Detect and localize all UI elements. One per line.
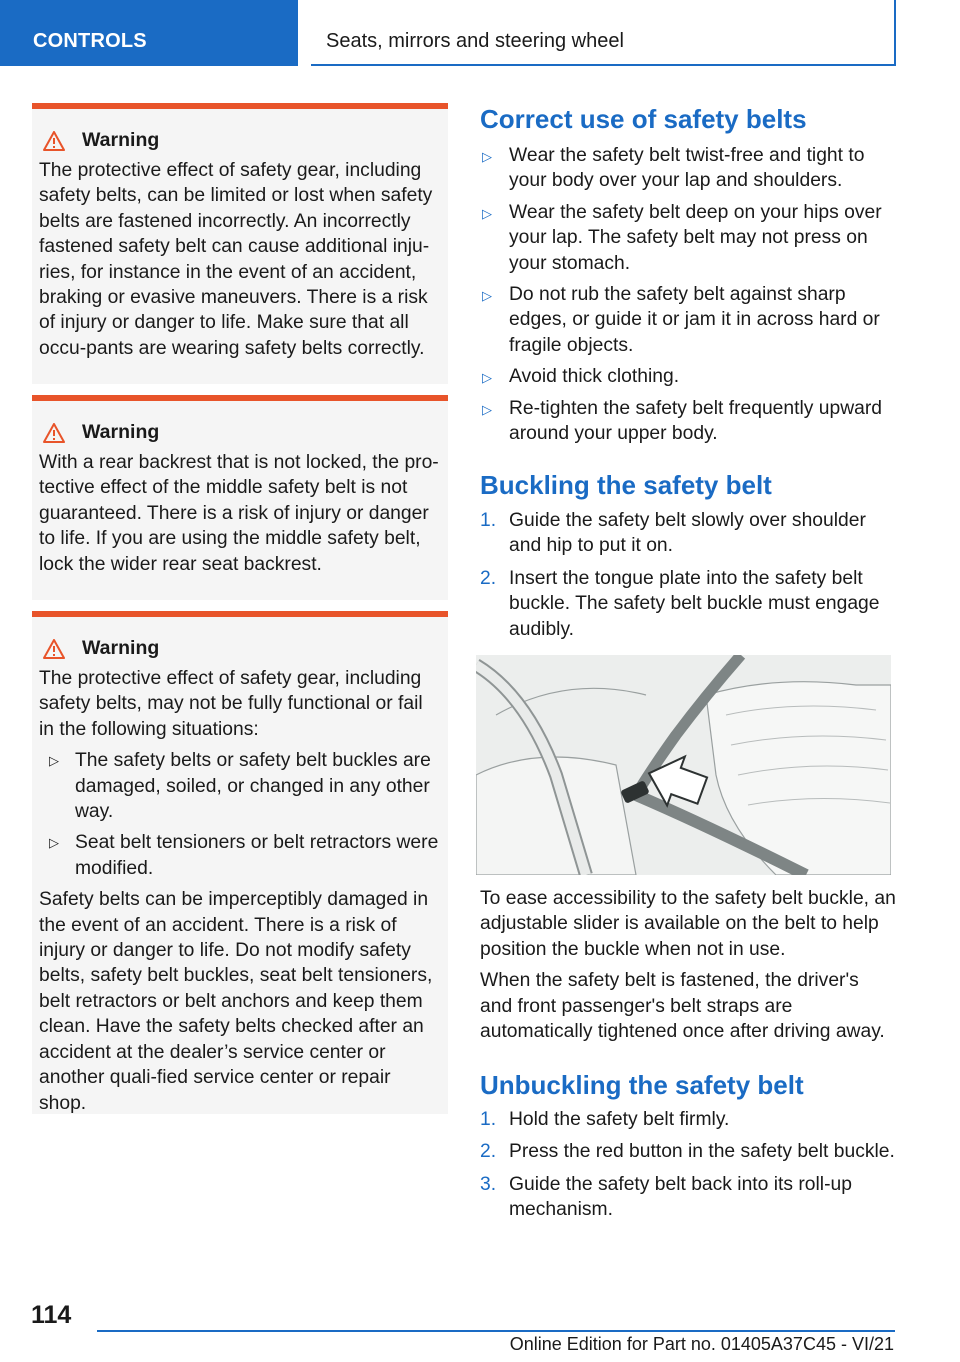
warning-box-2 (32, 395, 448, 600)
section-heading: Buckling the safety belt (480, 470, 772, 500)
warning-triangle-icon (43, 423, 65, 443)
triangle-right-icon: ▷ (482, 401, 492, 417)
list-item: ▷ Wear the safety belt twist-free and tight to your body over your lap and shoulders. (482, 145, 865, 192)
warning-triangle-icon (43, 639, 65, 659)
seat-belt-buckle-illustration (476, 655, 891, 875)
warning-text: With a rear backrest that is not locked, the pro-tective effect of the middle safety belt is not guaranteed. There is a risk of injury or danger to life. If you are using the middle safety belt, lock the wider rear seat backrest. (39, 452, 439, 575)
triangle-right-icon: ▷ (482, 149, 492, 164)
warning-triangle-icon (43, 131, 65, 151)
page-number: 114 (31, 1301, 72, 1329)
buckling-steps (480, 508, 900, 642)
buckling-section (480, 470, 900, 649)
chapter-tab (311, 0, 896, 66)
warning-title: Warning (39, 129, 440, 152)
list-item: ▷ Seat belt tensioners or belt retractors were modified. (49, 832, 439, 879)
triangle-right-icon: ▷ (482, 370, 492, 386)
warning-box-1 (32, 103, 448, 384)
unbuckling-steps (480, 1107, 900, 1223)
section-title: CONTROLS (33, 30, 147, 52)
section-tab (0, 0, 298, 66)
triangle-right-icon: ▷ (482, 288, 492, 304)
list-item: 3. Guide the safety belt back into its roll-up mechanism. (480, 1173, 852, 1221)
list-item: ▷ Avoid thick clothing. (480, 364, 900, 389)
warning-title: Warning (39, 637, 440, 660)
list-item: ▷ The safety belts or safety belt buckles are damaged, soiled, or changed in any other way. (49, 750, 431, 823)
correct-use-list (480, 143, 900, 446)
edition-footer: Online Edition for Part no. 01405A37C45 - VI/21 (509, 1334, 894, 1354)
warning-list (39, 748, 440, 881)
chapter-title: Seats, mirrors and steering wheel (326, 30, 624, 52)
footer-divider (97, 1330, 895, 1332)
list-item: ▷ Re-tighten the safety belt frequently upward around your upper body. (482, 397, 882, 445)
list-item: 2. Insert the tongue plate into the safety belt buckle. The safety belt buckle must engage audibly. (480, 567, 880, 640)
warning-box-3 (32, 611, 448, 1114)
warning-title: Warning (39, 421, 440, 444)
section-heading: Correct use of safety belts (480, 104, 807, 134)
warning-outro: Safety belts can be imperceptibly damaged in the event of an accident. There is a risk of injury or danger to life. Do not modify safety belts, safety belt buckles, seat belt tensioners, belt retractors or belt anchors and keep them clean. Have the safety belts checked after an accident at the dealer’s service center or another quali-fied service center or repair shop. (39, 889, 433, 1114)
paragraph: When the safety belt is fastened, the driver's and front passenger's belt straps are automatically tightened once after driving away. (480, 970, 885, 1043)
illustration-svg (476, 655, 891, 875)
correct-use-section (480, 104, 900, 452)
triangle-right-icon: ▷ (49, 753, 59, 769)
section-heading: Unbuckling the safety belt (480, 1070, 804, 1100)
warning-text: The protective effect of safety gear, including safety belts, can be limited or lost when safety belts are fastened incorrectly. An incorrectly fastened safety belt can cause additional inju-ries, for instance in the event of an accident, braking or evasive maneuvers. There is a risk of injury or danger to life. Make sure that all occu-pants are wearing safety belts correctly. (39, 160, 433, 359)
list-item: ▷ Do not rub the safety belt against sharp edges, or guide it or jam it in across hard or fragile objects. (482, 284, 880, 356)
unbuckling-section (480, 1070, 900, 1230)
paragraph: To ease accessibility to the safety belt buckle, an adjustable slider is available on the belt to help position the buckle when not in use. (480, 888, 896, 960)
list-item: 1. Hold the safety belt firmly. (480, 1109, 730, 1130)
list-item: 1. Guide the safety belt slowly over shoulder and hip to put it on. (480, 510, 866, 557)
buckling-notes (480, 886, 896, 1044)
triangle-right-icon: ▷ (482, 205, 492, 221)
triangle-right-icon: ▷ (49, 835, 59, 851)
warning-intro: The protective effect of safety gear, including safety belts, may not be fully functional or fail in the following situations: (39, 668, 423, 740)
list-item: 2. Press the red button in the safety belt buckle. (480, 1141, 895, 1163)
list-item: ▷ Wear the safety belt deep on your hips over your lap. The safety belt may not press on your stomach. (482, 201, 882, 274)
